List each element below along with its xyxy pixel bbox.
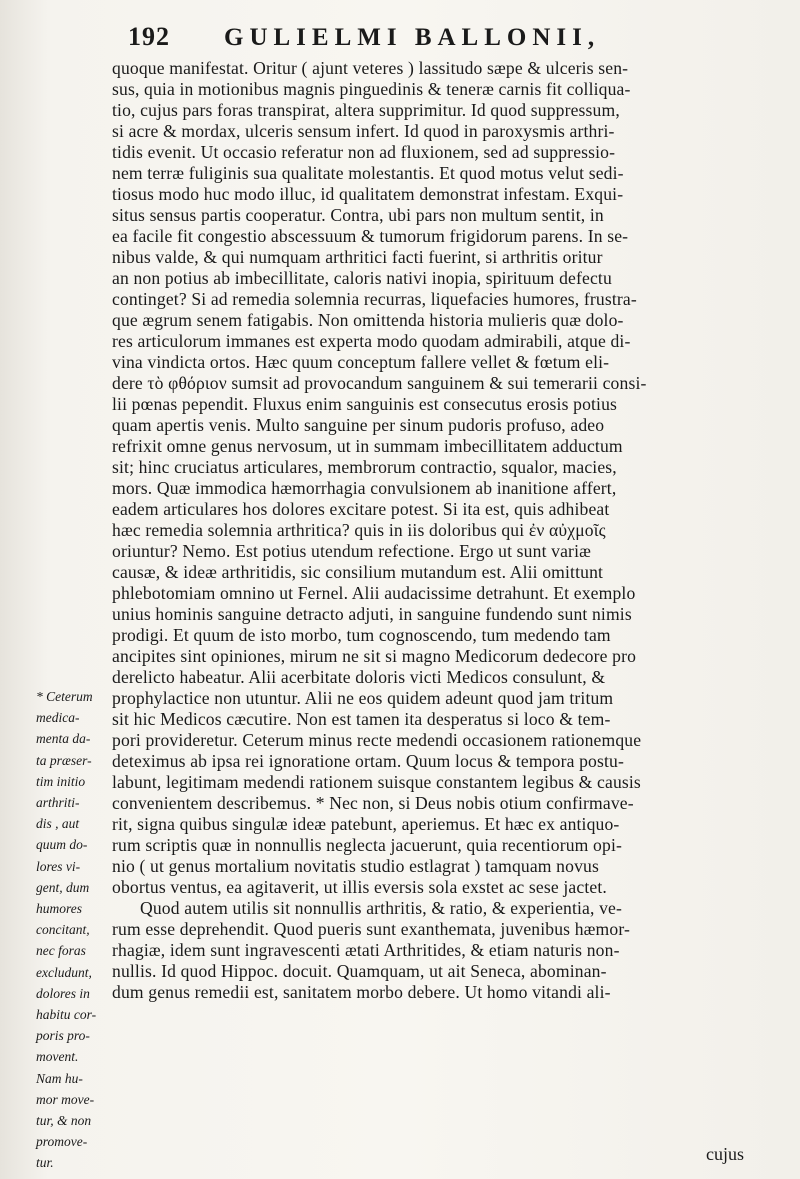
margin-note-line: humores xyxy=(36,901,82,917)
text-line: rhagiæ, idem sunt ingravescenti ætati Arthritides, & etiam naturis non- xyxy=(112,940,620,960)
text-line: mors. Quæ immodica hæmorrhagia convulsionem ab inanitione affert, xyxy=(112,478,617,498)
text-line: quoque manifestat. Oritur ( ajunt veteres ) lassitudo sæpe & ulceris sen- xyxy=(112,58,629,78)
text-line: dum genus remedii est, sanitatem morbo debere. Ut homo vitandi ali- xyxy=(112,982,611,1002)
text-line: dere τὸ φθόριον sumsit ad provocandum sanguinem & sui temerarii consi- xyxy=(112,373,647,393)
margin-note-line: mor move- xyxy=(36,1091,95,1107)
text-line: tiosus modo huc modo illuc, id qualitatem demonstrat infestam. Exqui- xyxy=(112,184,624,204)
text-line: derelicto habeatur. Alii acerbitate doloris victi Medicos consulunt, & xyxy=(112,667,606,687)
margin-note-line: concitant, xyxy=(36,922,90,938)
text-line: quam apertis venis. Multo sanguine per sinum pudoris profuso, adeo xyxy=(112,415,605,435)
text-line: hæc remedia solemnia arthritica? quis in iis doloribus qui ἐν αὐχμοῖς xyxy=(112,520,606,540)
margin-note-line: lores vi- xyxy=(36,858,81,874)
text-line: phlebotomiam omnino ut Fernel. Alii audacissime detrahunt. Et exemplo xyxy=(112,583,636,603)
running-head: GULIELMI BALLONII, xyxy=(224,24,601,51)
margin-note-line: movent. xyxy=(36,1049,79,1065)
margin-note-line: arthriti- xyxy=(36,795,80,811)
page-header xyxy=(128,22,648,56)
margin-note-line: dolores in xyxy=(36,985,90,1001)
margin-note-line: medica- xyxy=(36,710,80,726)
margin-note-line: tur, & non xyxy=(36,1113,92,1129)
body-text xyxy=(112,58,764,1003)
margin-note-line: * Ceterum xyxy=(36,689,93,704)
text-line: lii pœnas pependit. Fluxus enim sanguinis est consecutus erosis potius xyxy=(112,394,618,414)
text-line: res articulorum immanes est experta modo quodam admirabili, atque di- xyxy=(112,331,631,351)
text-line: ea facile fit congestio abscessuum & tumorum frigidorum parens. In se- xyxy=(112,226,629,246)
text-line: nio ( ut genus mortalium novitatis studio estlagrat ) tamquam novus xyxy=(112,856,599,876)
margin-note-line: menta da- xyxy=(36,731,91,747)
text-line: sit hic Medicos cæcutire. Non est tamen ita desperatus si loco & tem- xyxy=(112,709,611,729)
text-line: prodigi. Et quum de isto morbo, tum cognoscendo, tum medendo tam xyxy=(112,625,611,645)
text-line: rit, signa quibus singulæ ideæ patebunt, aperiemus. Et hæc ex antiquo- xyxy=(112,814,620,834)
text-line: unius hominis sanguine detracto adjuti, in sanguine fundendo sunt nimis xyxy=(112,604,632,624)
bleed-through-shadow xyxy=(0,200,90,460)
text-line: obortus ventus, ea agitaverit, ut illis eversis sola exstet ac sese jactet. xyxy=(112,877,607,897)
text-line: sus, quia in motionibus magnis pinguedinis & teneræ carnis fit colliqua- xyxy=(112,79,631,99)
margin-note-line: Nam hu- xyxy=(36,1070,83,1086)
margin-note-line: gent, dum xyxy=(36,879,90,895)
text-line: prophylactice non utuntur. Alii ne eos quidem adeunt quod jam tritum xyxy=(112,688,614,708)
margin-note-line: habitu cor- xyxy=(36,1007,97,1023)
text-line: eadem articulares hos dolores excitare potest. Si ita est, quis adhibeat xyxy=(112,499,610,519)
text-line: que ægrum senem fatigabis. Non omittenda historia mulieris quæ dolo- xyxy=(112,310,624,330)
text-line: nibus valde, & qui numquam arthritici facti fuerint, si arthritis oritur xyxy=(112,247,603,267)
text-line: situs sensus partis cooperatur. Contra, ubi pars non multum sentit, in xyxy=(112,205,604,225)
margin-note-line: promove- xyxy=(36,1134,88,1150)
text-line: deteximus ab ipsa rei ignoratione ortam. Quum locus & tempora postu- xyxy=(112,751,624,771)
text-line: vina vindicta ortos. Hæc quum conceptum fallere vellet & fœtum eli- xyxy=(112,352,610,372)
margin-note-line: tim initio xyxy=(36,773,86,789)
text-line: rum esse deprehendit. Quod pueris sunt exanthemata, juvenibus hæmor- xyxy=(112,919,630,939)
text-line: labunt, legitimam medendi rationem suisque constantem legibus & causis xyxy=(112,772,641,792)
text-line: oriuntur? Nemo. Est potius utendum refectione. Ergo ut sunt variæ xyxy=(112,541,591,561)
text-line: pori provideretur. Ceterum minus recte medendi occasionem rationemque xyxy=(112,730,642,750)
margin-note-line: ta præser- xyxy=(36,752,92,768)
margin-note-line: nec foras xyxy=(36,943,86,959)
text-line: si acre & mordax, ulceris sensum infert. Id quod in paroxysmis arthri- xyxy=(112,121,615,141)
margin-note-line: quum do- xyxy=(36,837,88,853)
text-line: an non potius ab imbecillitate, caloris nativi inopia, spirituum defectu xyxy=(112,268,612,288)
text-line: refrixit omne genus nervosum, ut in summam imbecillitatem adductum xyxy=(112,436,623,456)
margin-note-line: dis , aut xyxy=(36,816,80,832)
text-line: convenientem describemus. * Nec non, si Deus nobis otium confirmave- xyxy=(112,793,634,813)
text-line: causæ, & ideæ arthritidis, sic consilium mutandum est. Alii omittunt xyxy=(112,562,604,582)
margin-note xyxy=(36,686,118,1174)
catchword: cujus xyxy=(706,1144,744,1164)
text-line: tidis evenit. Ut occasio referatur non ad fluxionem, sed ad suppressio- xyxy=(112,142,616,162)
margin-note-line: poris pro- xyxy=(36,1028,90,1044)
text-line: nullis. Id quod Hippoc. docuit. Quamquam, ut ait Seneca, abominan- xyxy=(112,961,607,981)
text-line: continget? Si ad remedia solemnia recurras, liquefacies humores, frustra- xyxy=(112,289,637,309)
margin-note-line: tur. xyxy=(36,1155,54,1171)
text-line: tio, cujus pars foras transpirat, altera supprimitur. Id quod suppressum, xyxy=(112,100,620,120)
page-number: 192 xyxy=(128,22,170,51)
text-line: rum scriptis quæ in nonnullis neglecta jacuerunt, quia recentiorum opi- xyxy=(112,835,622,855)
text-line: sit; hinc cruciatus articulares, membrorum contractio, squalor, macies, xyxy=(112,457,617,477)
text-line: nem terræ fuliginis sua qualitate molestantis. Et quod motus velut sedi- xyxy=(112,163,624,183)
text-line: Quod autem utilis sit nonnullis arthritis, & ratio, & experientia, ve- xyxy=(140,898,623,918)
margin-note-line: excludunt, xyxy=(36,964,92,980)
text-line: ancipites sint opiniones, mirum ne sit si magno Medicorum dedecore pro xyxy=(112,646,637,666)
